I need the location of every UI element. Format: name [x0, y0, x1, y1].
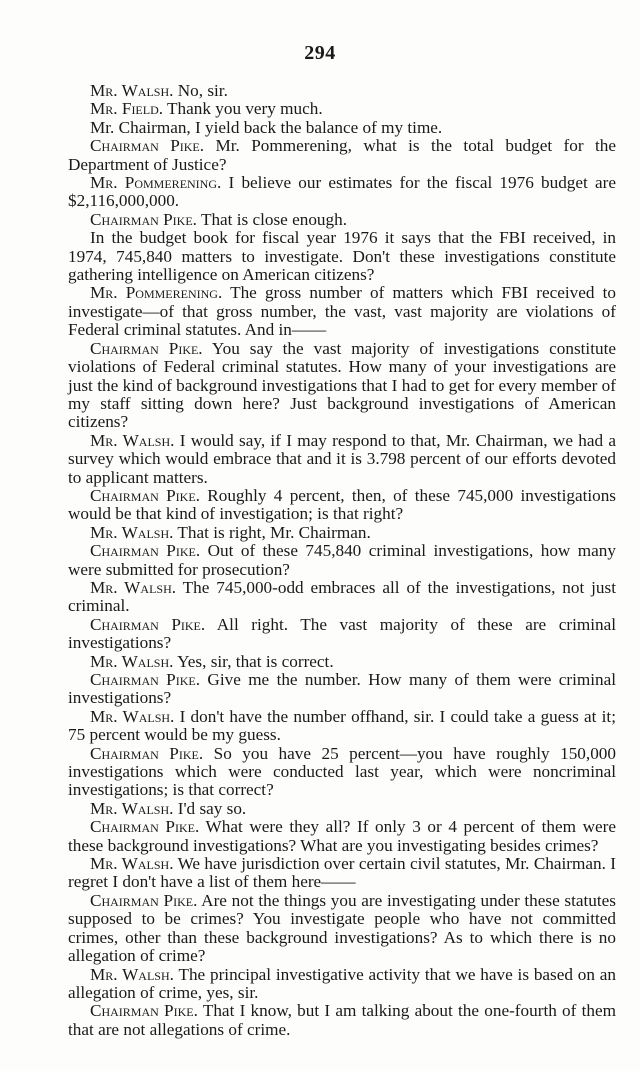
speaker-name: Mr. Pommerening. — [90, 283, 223, 303]
transcript-paragraph — [68, 432, 616, 487]
speaker-name: Chairman Pike. — [90, 485, 200, 505]
paragraph-text: Out of these 745,840 criminal investigations, how many were submitted for prosecution? — [68, 541, 616, 579]
speaker-name: Chairman Pike. — [90, 890, 198, 910]
page-number: 294 — [304, 42, 336, 64]
speaker-name: Mr. Walsh. — [90, 854, 174, 874]
paragraph-text: The principal investigative activity that we have is based on an allegation of crime, yes, sir. — [68, 964, 616, 1002]
paragraph-text: You say the vast majority of investigations constitute violations of Federal criminal statutes. How many of your investigations are just the kind of background investigations that I had to get for every member of my staff sitting down here? Just background investigations of American citizens? — [68, 338, 616, 432]
transcript-paragraph — [68, 708, 616, 745]
paragraph-text: All right. The vast majority of these are criminal investigations? — [68, 614, 616, 653]
paragraph-text: Thank you very much. — [163, 99, 323, 119]
paragraph-text: Give me the number. How many of them were criminal investigations? — [68, 670, 616, 708]
transcript-paragraph — [68, 745, 616, 800]
paragraph-text: Mr. Pommerening, what is the total budget for the Department of Justice? — [68, 136, 616, 174]
paragraph-text: That I know, but I am talking about the one-fourth of them that are not allegations of crime. — [68, 1001, 616, 1039]
speaker-name: Chairman Pike. — [90, 817, 200, 837]
transcript-paragraph — [68, 211, 616, 229]
transcript-paragraph — [68, 800, 616, 818]
speaker-name: Mr. Pommerening. — [90, 173, 222, 193]
speaker-name: Chairman Pike. — [90, 136, 205, 156]
transcript-paragraph — [68, 284, 616, 339]
transcript-paragraph — [68, 579, 616, 616]
speaker-name: Mr. Walsh. — [90, 964, 174, 984]
paragraph-text: That is close enough. — [196, 209, 347, 229]
transcript-paragraph — [68, 1002, 616, 1039]
transcript-paragraph — [68, 855, 616, 892]
paragraph-text: What were they all? If only 3 or 4 percent of them were these background investigations? What are you investigating besides crimes? — [68, 817, 617, 855]
speaker-name: Mr. Walsh. — [90, 706, 175, 726]
speaker-name: Mr. Field. — [90, 99, 164, 119]
speaker-name: Mr. Walsh. — [90, 522, 174, 542]
paragraph-text: The gross number of matters which FBI received to investigate—of that gross number, the vast, vast majority are violations of Federal criminal statutes. And in—— — [68, 283, 616, 340]
transcript-paragraph — [68, 966, 616, 1003]
speaker-name: Chairman Pike. — [90, 1001, 198, 1021]
transcript-paragraph — [68, 487, 616, 524]
transcript-paragraph — [68, 137, 616, 174]
paragraph-text: The 745,000-odd embraces all of the investigations, not just criminal. — [68, 577, 616, 616]
speaker-name: Chairman Pike. — [90, 541, 201, 561]
paragraph-text: So you have 25 percent—you have roughly 150,000 investigations which were conducted last year, which were noncriminal investigations; is that correct? — [68, 743, 616, 800]
paragraph-text: I would say, if I may respond to that, Mr. Chairman, we had a survey which would embrace that and it is 3.798 percent of our efforts devoted to applicant matters. — [68, 430, 616, 487]
transcript-paragraph — [68, 340, 616, 432]
paragraph-text: I believe our estimates for the fiscal 1976 budget are $2,116,000,000. — [68, 173, 616, 211]
speaker-name: Mr. Walsh. — [90, 798, 174, 818]
speaker-name: Chairman Pike. — [90, 338, 203, 358]
paragraph-text: That is right, Mr. Chairman. — [173, 522, 371, 542]
transcript-paragraph — [68, 818, 616, 855]
transcript-paragraph — [68, 542, 616, 579]
transcript-paragraph — [68, 229, 616, 284]
transcript-paragraph — [68, 119, 616, 137]
transcript-paragraph — [68, 892, 616, 966]
speaker-name: Mr. Walsh. — [90, 430, 175, 450]
speaker-name: Chairman Pike. — [90, 209, 197, 229]
paragraph-text: I don't have the number offhand, sir. I could take a guess at it; 75 percent would be my guess. — [68, 706, 616, 745]
paragraph-text: Yes, sir, that is correct. — [173, 651, 334, 671]
speaker-name: Chairman Pike. — [90, 743, 204, 763]
transcript-paragraph — [68, 174, 616, 211]
transcript-paragraph — [68, 671, 616, 708]
speaker-name: Chairman Pike. — [90, 614, 206, 634]
speaker-name: Mr. Walsh. — [90, 651, 174, 671]
paragraph-text: Roughly 4 percent, then, of these 745,000 investigations would be that kind of investigation; is that right? — [68, 485, 616, 524]
speaker-name: Chairman Pike. — [90, 670, 201, 689]
paragraph-text: Are not the things you are investigating under these statutes supposed to be crimes? You investigate people who have not committed crimes, other than these background investigations? As to which there is no allegation of crime? — [68, 890, 616, 966]
transcript-body — [68, 82, 616, 1039]
speaker-name: Mr. Walsh. — [90, 81, 174, 100]
paragraph-text: Mr. Chairman, I yield back the balance of my time. — [90, 117, 443, 137]
paragraph-text: In the budget book for fiscal year 1976 it says that the FBI received, in 1974, 745,840 matters to investigate. Don't these investigations constitute gathering intelligence on American citizens? — [68, 228, 616, 285]
transcript-paragraph — [68, 100, 616, 118]
paragraph-text: We have jurisdiction over certain civil statutes, Mr. Chairman. I regret I don't have a list of them here—— — [68, 854, 616, 892]
paragraph-text: No, sir. — [173, 81, 228, 100]
transcript-paragraph — [68, 616, 616, 653]
transcript-paragraph — [68, 524, 616, 542]
paragraph-text: I'd say so. — [173, 798, 247, 818]
transcript-paragraph — [68, 653, 616, 671]
speaker-name: Mr. Walsh. — [90, 577, 177, 597]
transcript-paragraph — [68, 82, 616, 100]
